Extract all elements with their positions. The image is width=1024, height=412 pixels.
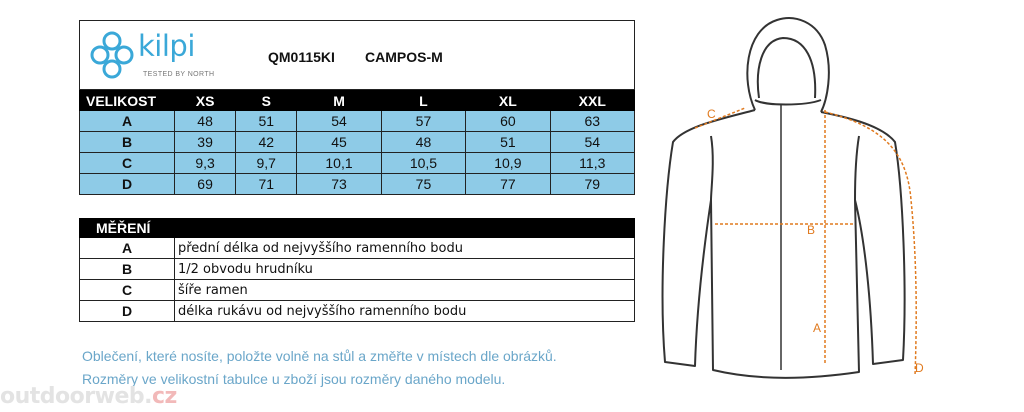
measurement-row [80,280,635,301]
size-cell: 10,9 [466,153,550,174]
brand-name: kilpi [138,29,195,63]
label-b: B [807,223,816,237]
product-name: CAMPOS-M [365,49,443,65]
header-box [79,20,635,90]
jacket-diagram [645,0,1024,412]
measure-d-line [825,112,916,376]
measurement-code: A [80,238,175,259]
size-cell: D [80,174,175,195]
measurement-description: 1/2 obvodu hrudníku [175,259,635,280]
size-cell: 42 [236,132,297,153]
size-cell: 10,1 [297,153,381,174]
size-cell: 45 [297,132,381,153]
size-header-cell: S [236,91,297,111]
size-cell: 9,7 [236,153,297,174]
size-cell: 73 [297,174,381,195]
size-table [79,90,635,195]
size-cell: 11,3 [550,153,634,174]
measurement-description: délka rukávu od nejvyššího ramenního bodu [175,301,635,322]
measurement-table [79,218,635,322]
measure-lines [695,108,916,376]
size-cell: 71 [236,174,297,195]
size-cell: 63 [550,111,634,132]
jacket-outline [663,18,905,378]
size-header-cell: VELIKOST [80,91,175,111]
measurement-title: MĚŘENÍ [80,219,175,238]
size-cell: 69 [175,174,236,195]
instruction-note: Rozměry ve velikostní tabulce u zboží jsou rozměry daného modelu. [82,371,506,387]
label-d: D [915,361,924,375]
size-table-header-row [80,91,635,111]
size-cell: C [80,153,175,174]
label-a: A [813,321,822,335]
size-header-cell: XL [466,91,550,111]
product-code: QM0115KI [268,49,335,65]
size-table-row [80,111,635,132]
watermark [0,384,177,409]
watermark-text: outdoorweb. [0,384,152,409]
size-header-cell: XXL [550,91,634,111]
size-table-row [80,132,635,153]
size-cell: 10,5 [381,153,465,174]
size-cell: 54 [297,111,381,132]
size-cell: 9,3 [175,153,236,174]
brand-tagline: TESTED BY NORTH [143,71,215,78]
measurement-header-blank [175,219,635,238]
size-cell: 51 [466,132,550,153]
watermark-tld: cz [151,384,177,409]
measurement-row [80,301,635,322]
size-cell: 54 [550,132,634,153]
size-cell: 75 [381,174,465,195]
size-table-row [80,153,635,174]
size-cell: 57 [381,111,465,132]
knot-logo-icon [88,27,136,83]
measurement-header-row [80,219,635,238]
measurement-code: B [80,259,175,280]
size-header-cell: M [297,91,381,111]
size-table-row [80,174,635,195]
instruction-note: Oblečení, které nosíte, položte volně na stůl a změřte v místech dle obrázků. [82,348,557,364]
measurement-row [80,238,635,259]
size-cell: 39 [175,132,236,153]
label-c: C [707,107,716,121]
size-cell: 48 [381,132,465,153]
size-cell: 51 [236,111,297,132]
measurement-row [80,259,635,280]
size-header-cell: XS [175,91,236,111]
measurement-description: přední délka od nejvyššího ramenního bodu [175,238,635,259]
kilpi-logo [88,27,258,87]
size-cell: 48 [175,111,236,132]
measurement-code: D [80,301,175,322]
size-cell: 79 [550,174,634,195]
measurement-code: C [80,280,175,301]
size-cell: A [80,111,175,132]
size-cell: B [80,132,175,153]
size-header-cell: L [381,91,465,111]
size-cell: 77 [466,174,550,195]
size-cell: 60 [466,111,550,132]
measurement-description: šíře ramen [175,280,635,301]
